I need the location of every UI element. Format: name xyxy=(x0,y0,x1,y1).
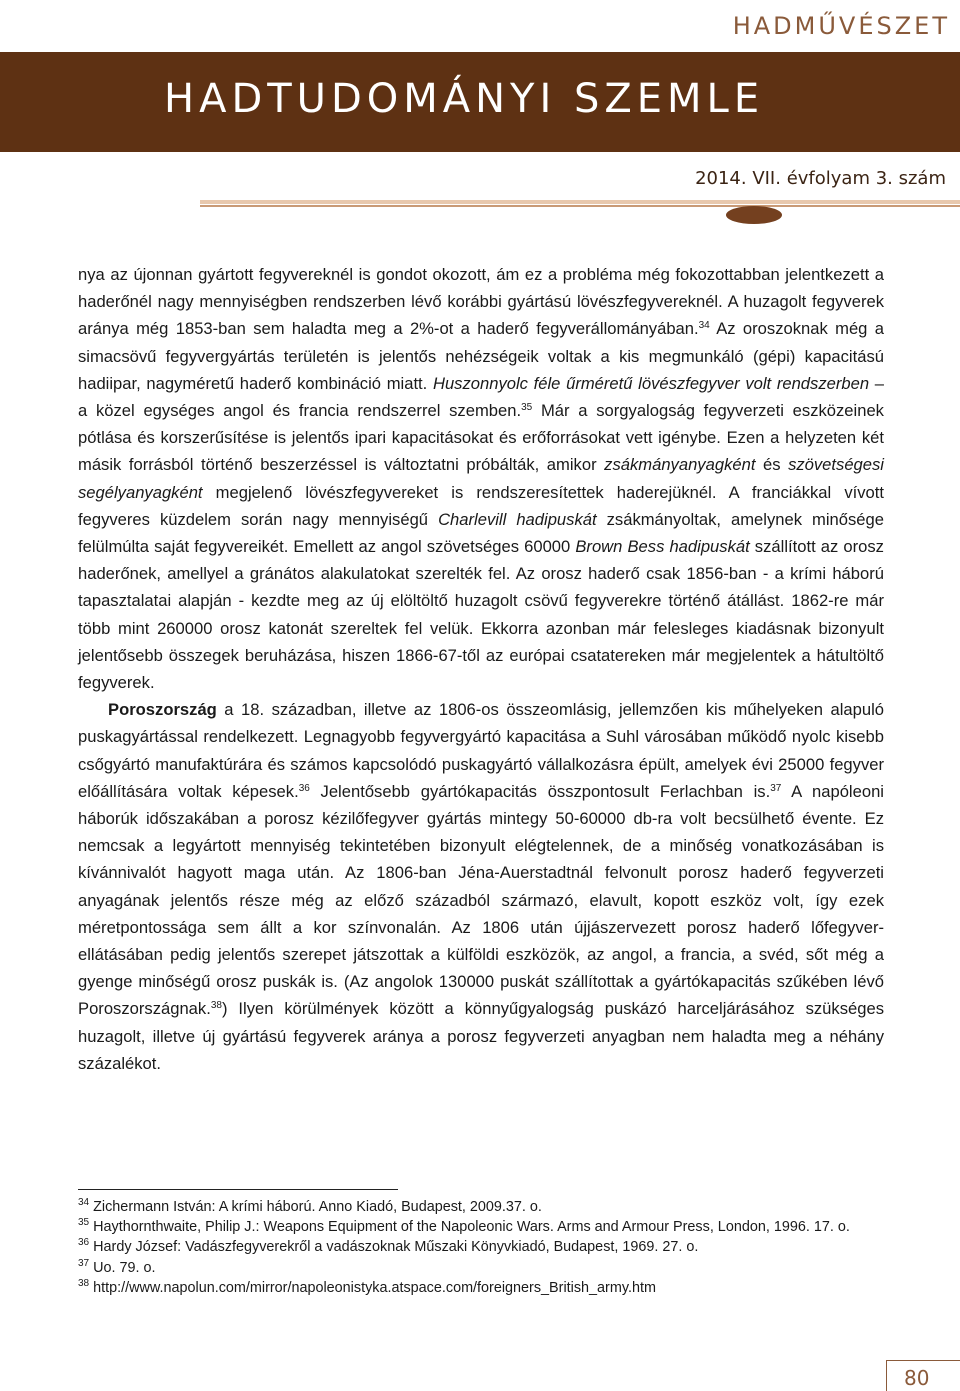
footnote-35: $^{35}$ Haythornthwaite, Philip J.: Weapons Equipment of the Napoleonic Wars. Arms and Armour Press, London, 1996. 17. o. xyxy=(78,1217,850,1236)
footnote-37: $^{37}$ Uo. 79. o. xyxy=(78,1257,156,1276)
decorative-oval xyxy=(726,206,782,224)
page-number-rule-vertical xyxy=(886,1360,887,1391)
footnote-36: $^{36}$ Hardy József: Vadászfegyverekről a vadászoknak Műszaki Könyvkiadó, Budapest, 1969. 27. o. xyxy=(78,1237,699,1256)
paragraph-1: nya az újonnan gyártott fegyvereknél is gondot okozott, ám ez a probléma még fokozottabban jelentkezett a haderőnél nagy mennyiségben rendszerben lévő korábbi gyártású lövészfegyvereknél. A huzagolt fegyverek aránya még 1853-ban sem haladta meg a 2%-ot a haderő fegyverállományában.$^{34}$ Az oroszoknak még a simacsövű fegyvergyártás területén is jelentős nehézségeik voltak a kis megmunkáló (gépi) kapacitású hadiipar, nagyméretű haderő kombináció miatt. Huszonnyolc féle űrméretű lövészfegyver volt rendszerben – a közel egységes angol és francia rendszerrel szemben.$^{35}$ Már a sorgyalogság fegyverzeti eszközeinek pótlása és korszerűsítése is jelentős ipari kapacitásokat és erőforrásokat vett igénybe. Ezen a helyzeten két másik forrásból történő beszerzéssel is változtatni próbálták, amikor zsákmányanyagként és szövetségesi segélyanyagként megjelenő lövészfegyvereket is rendszeresítettek haderejüknél. A franciákkal vívott fegyveres küzdelem során nagy mennyiségű Charlevill hadipuskát zsákmányoltak, amelynek minősége felülmúlta saját fegyvereikét. Emellett az angol szövetséges 60000 Brown Bess hadipuskát szállított az orosz haderőnek, amellyel a gránátos alakulatokat szerelték fel. Az orosz haderő csak 1856-ban - a krími háború tapasztalatai alapján - kezdte meg az új elöltöltő huzagolt csövű fegyverekre történő átállást. 1862-re már több mint 260000 orosz katonát szereltek fel velük. Ekkorra azonban már felesleges kiadásnak bizonyult jelentősebb összegek beruházása, hiszen 1866-67-től az európai csatatereken már megjelentek a hátultöltő fegyverek. xyxy=(78,265,884,693)
body-text xyxy=(78,261,884,1077)
page-number-rule xyxy=(886,1360,960,1361)
footnote-ref-34[interactable]: 34 xyxy=(698,320,710,332)
footnote-ref-35[interactable]: 35 xyxy=(521,402,533,414)
issue-info: 2014. VII. évfolyam 3. szám xyxy=(695,168,946,189)
footnote-link[interactable]: http://www.napolun.com/mirror/napoleonistyka.atspace.com/foreigners_British_army.htm xyxy=(93,1279,656,1296)
footnote-ref-37[interactable]: 37 xyxy=(770,782,782,794)
header-rule-shadow xyxy=(200,205,960,207)
journal-banner xyxy=(0,52,960,152)
footnote-34: $^{34}$ Zichermann István: A krími háború. Anno Kiadó, Budapest, 2009.37. o. xyxy=(78,1197,542,1215)
footnotes xyxy=(78,1197,884,1298)
page-number: 80 xyxy=(904,1366,930,1390)
footnote-separator xyxy=(78,1189,398,1190)
footnote-ref-36[interactable]: 36 xyxy=(298,782,310,794)
journal-title: HADTUDOMÁNYI SZEMLE xyxy=(164,76,765,122)
section-label: HADMŰVÉSZET xyxy=(732,12,950,40)
footnote-38[interactable]: $^{38}$ http://www.napolun.com/mirror/napoleonistyka.atspace.com/foreigners_British_army.htm xyxy=(78,1277,656,1296)
paragraph-2: Poroszország a 18. században, illetve az 1806-os összeomlásig, jellemzően kis műhelyeken alapuló puskagyártással rendelkezett. Legnagyobb fegyvergyártó kapacitása a Suhl városában működő nyolc kisebb csőgyártó manufaktúrára és számos kapcsolódó puskagyártó vállalkozásra épült, amelyek évi 25000 fegyver előállítására voltak képesek.$^{36}$ Jelentősebb gyártókapacitás összpontosult Ferlachban is.$^{37}$ A napóleoni háborúk időszakában a porosz kézilőfegyver gyártás mintegy 50-60000 db-ra volt becsülhető évente. Ez nemcsak a legyártott mennyiség tekintetében bizonyult elégtelennek, de a minőség vonatkozásában is kívánnivalót hagyott maga után. Az 1806-ban Jéna-Auerstadtnál felvonult porosz haderő fegyverzeti anyagának jelentős része még az előző századból származó, elavult, kopott eszköz volt, így ezek méretpontossága sem állt a kor színvonalán. Az 1806 után újjászervezett porosz haderő lőfegyver-ellátásában pedig jelentős szerepet játszottak a külföldi eszközök, az angol, a francia, a svéd, sőt még a gyenge minőségű orosz puskák is. (Az angolok 130000 puskát szállítottak a gyártókapacitás szűkében lévő Poroszországnak.$^{38}$) Ilyen körülmények között a könnyűgyalogság puskázó harceljárásához szükséges huzagolt, illetve új gyártású fegyverek aránya a porosz fegyverzeti anyagban nem haladta meg a néhány százalékot. xyxy=(78,700,884,1073)
footnote-ref-38[interactable]: 38 xyxy=(210,1000,222,1012)
header-rule xyxy=(200,200,960,204)
